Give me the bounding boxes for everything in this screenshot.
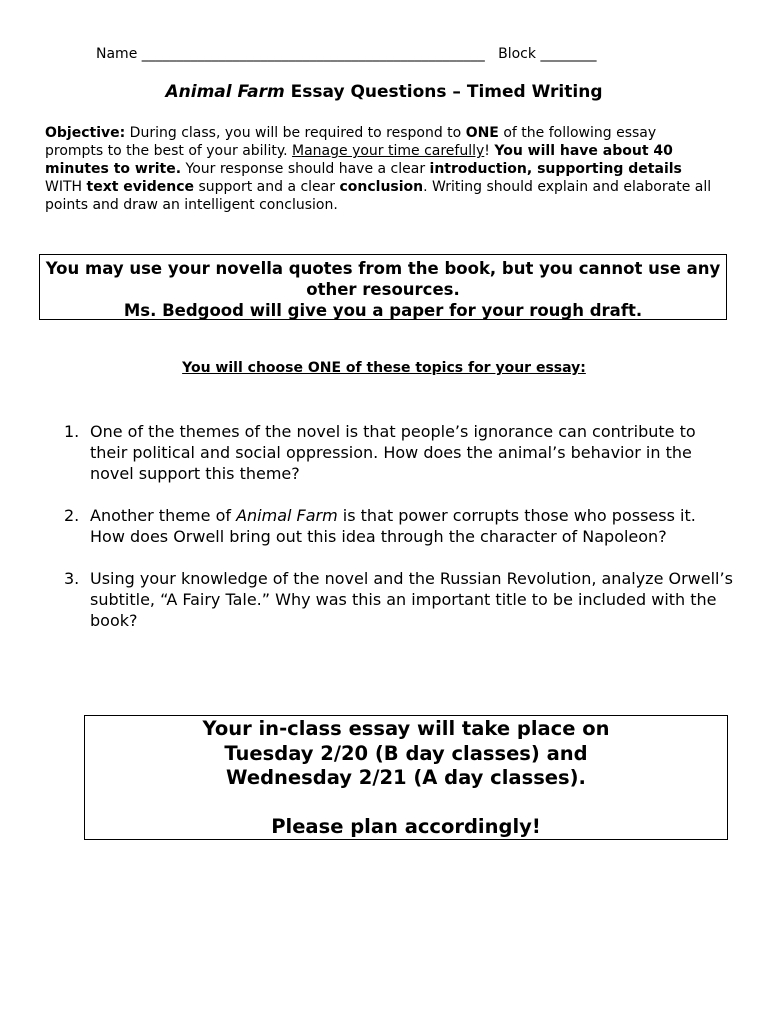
spacer [85, 791, 727, 815]
essay-date-line3: Wednesday 2/21 (A day classes). [226, 766, 586, 789]
objective-text-7: . Writing should explain and elaborate all points and draw an intelligent conclusion. [45, 179, 712, 213]
objective-text-evidence: text evidence [86, 179, 194, 195]
objective-text-6: support and a clear [194, 179, 340, 195]
objective-text-5: WITH [45, 179, 87, 195]
topic-text: Using your knowledge of the novel and the Russian Revolution, analyze Orwell’s subtitle, “A Fairy Tale.” Why was this an important title to be included with the book? [90, 569, 733, 630]
topic-item-2 [64, 505, 734, 547]
topic-item-3 [64, 568, 734, 631]
title-italic: Animal Farm [165, 82, 285, 102]
objective-manage-time: Manage your time carefully [292, 143, 485, 159]
block-line: ________ [540, 46, 597, 62]
topic-text-italic: Animal Farm [236, 506, 338, 525]
topic-text-post: is that power corrupts those who possess it. How does Orwell bring out this idea through the character of Napoleon? [90, 506, 696, 546]
name-label: Name [96, 46, 138, 62]
essay-date-box [84, 715, 728, 840]
objective-paragraph [45, 124, 715, 214]
choose-topic-heading: You will choose ONE of these topics for your essay: [182, 360, 586, 376]
objective-text-1: During class, you will be required to respond to [125, 125, 466, 141]
essay-date-line1: Your in-class essay will take place on [202, 717, 610, 740]
topic-list [64, 421, 734, 652]
topic-item-1 [64, 421, 734, 484]
objective-conclusion: conclusion [339, 179, 424, 195]
essay-date-line4: Please plan accordingly! [271, 814, 541, 838]
topic-text-pre: Another theme of [90, 506, 237, 525]
topic-text [90, 505, 734, 547]
objective-one: ONE [465, 125, 499, 141]
resources-notice-line2: Ms. Bedgood will give you a paper for your rough draft. [123, 301, 643, 320]
topic-number: 2. [64, 506, 80, 525]
name-line: _________________________________________________ [141, 46, 485, 62]
resources-notice-box [39, 254, 727, 320]
objective-text-2: of the following essay prompts to the best of your ability. [45, 125, 657, 159]
topic-number: 3. [64, 569, 80, 588]
topic-text: One of the themes of the novel is that people’s ignorance can contribute to their political and social oppression. How does the animal’s behavior in the novel support this theme? [90, 422, 696, 483]
objective-intro-details: introduction, supporting details [429, 161, 682, 177]
objective-label: Objective: [45, 125, 126, 141]
resources-notice-line1: You may use your novella quotes from the book, but you cannot use any other resources. [45, 259, 721, 299]
essay-date-line2: Tuesday 2/20 (B day classes) and [224, 741, 588, 765]
header-row [96, 46, 596, 62]
topic-number: 1. [64, 422, 80, 441]
objective-text-4: Your response should have a clear [181, 161, 430, 177]
title-rest: Essay Questions – Timed Writing [284, 82, 603, 102]
block-label: Block [498, 46, 536, 62]
objective-time-limit: You will have about 40 minutes to write. [45, 143, 673, 177]
page-title [0, 82, 768, 102]
objective-text-3: ! [484, 143, 495, 159]
